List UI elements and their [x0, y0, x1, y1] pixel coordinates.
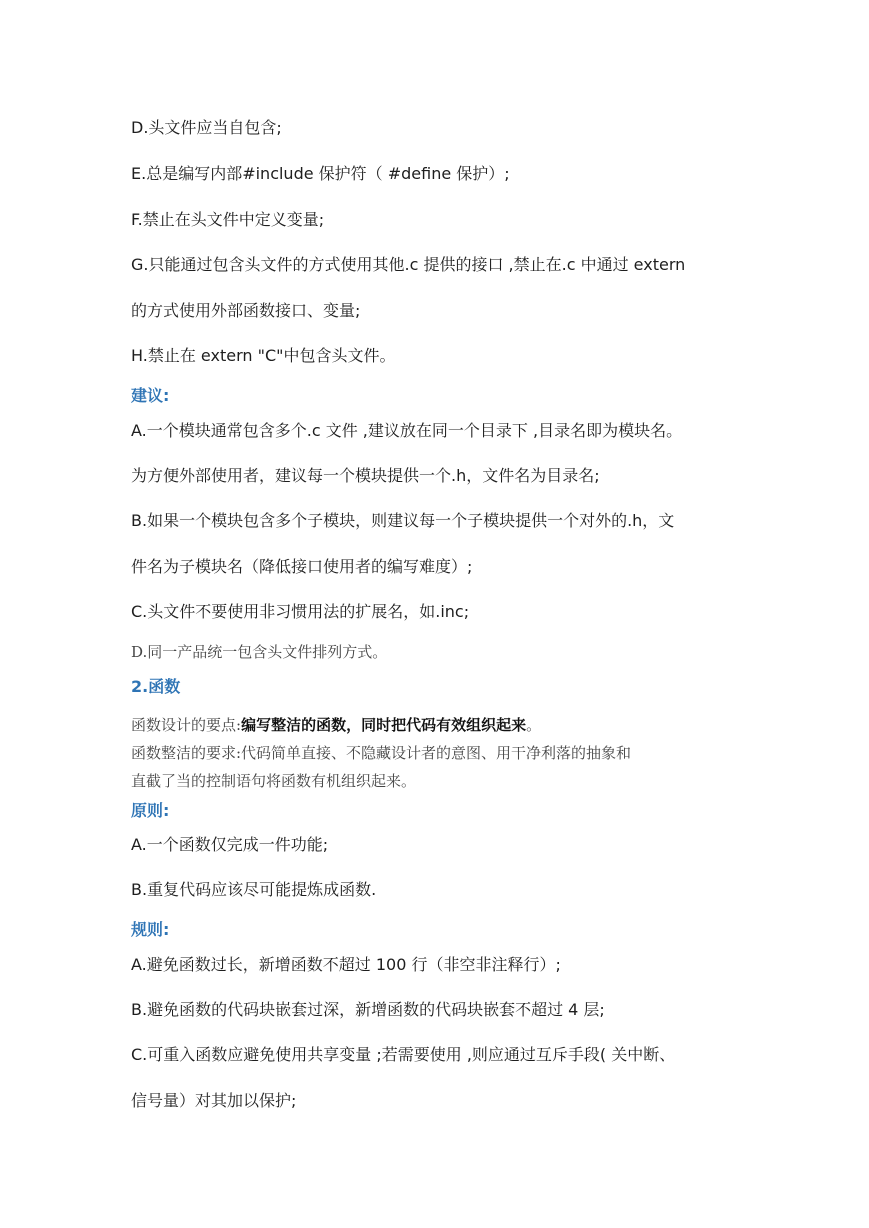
rule-e-include-guard: E.总是编写内部#include 保护符（ #define 保护）; [131, 164, 510, 183]
points-label: 函数设计的要点: [131, 716, 242, 734]
principle-a: A.一个函数仅完成一件功能; [131, 835, 329, 854]
rule-g-line2: 的方式使用外部函数接口、变量; [131, 301, 361, 320]
points-text: 编写整洁的函数，同时把代码有效组织起来 [241, 716, 527, 734]
rule-a-function-length: A.避免函数过长，新增函数不超过 100 行（非空非注释行）; [131, 955, 561, 974]
rule-c-line2: 信号量）对其加以保护; [131, 1091, 297, 1110]
suggestion-b-line1: B.如果一个模块包含多个子模块，则建议每一个子模块提供一个对外的.h，文 [131, 511, 675, 530]
rule-f-no-variable-definition: F.禁止在头文件中定义变量; [131, 210, 325, 229]
suggestion-d: D.同一产品统一包含头文件排列方式。 [131, 643, 388, 661]
function-requirements-line2: 直截了当的控制语句将函数有机组织起来。 [131, 772, 417, 790]
points-end: 。 [526, 716, 542, 734]
suggestion-a-line2: 为方便外部使用者，建议每一个模块提供一个.h，文件名为目录名; [131, 466, 600, 485]
principles-heading: 原则: [131, 801, 170, 820]
rule-c-line1: C.可重入函数应避免使用共享变量 ;若需要使用 ,则应通过互斥手段( 关中断、 [131, 1045, 676, 1064]
suggestion-a-line1: A.一个模块通常包含多个.c 文件 ,建议放在同一个目录下 ,目录名即为模块名。 [131, 421, 683, 440]
principle-b: B.重复代码应该尽可能提炼成函数. [131, 880, 377, 899]
section-2-heading: 2.函数 [131, 677, 181, 696]
function-design-points [131, 715, 751, 735]
function-requirements-line1: 函数整洁的要求:代码简单直接、不隐藏设计者的意图、用干净利落的抽象和 [131, 744, 632, 762]
rules-heading: 规则: [131, 920, 170, 939]
suggestion-c: C.头文件不要使用非习惯用法的扩展名，如.inc; [131, 602, 470, 621]
suggestions-heading: 建议: [131, 386, 170, 405]
rule-g-line1: G.只能通过包含头文件的方式使用其他.c 提供的接口 ,禁止在.c 中通过 extern [131, 255, 686, 274]
rule-h-extern-c: H.禁止在 extern "C"中包含头文件。 [131, 346, 396, 365]
rule-b-nesting-depth: B.避免函数的代码块嵌套过深，新增函数的代码块嵌套不超过 4 层; [131, 1000, 605, 1019]
suggestion-b-line2: 件名为子模块名（降低接口使用者的编写难度）; [131, 557, 473, 576]
rule-d-header-self-contained: D.头文件应当自包含; [131, 118, 282, 137]
